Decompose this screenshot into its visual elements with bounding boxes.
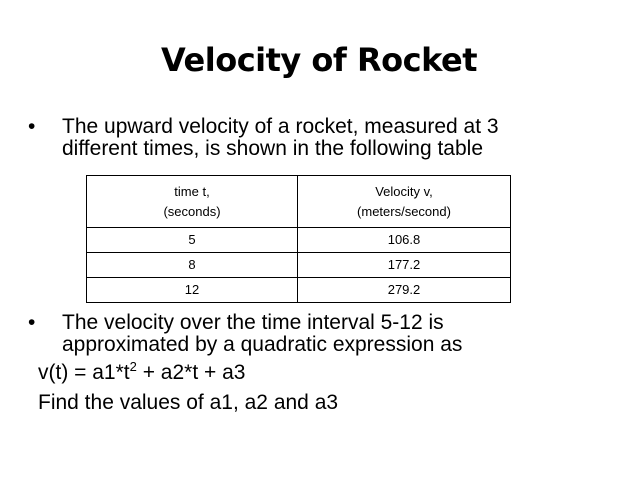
- velocity-table: [86, 175, 511, 303]
- table-header-row: [87, 176, 511, 228]
- header-time: [87, 176, 298, 228]
- bullet-1-line-2: different times, is shown in the following table: [62, 137, 484, 160]
- cell-velocity: 279.2: [298, 278, 511, 303]
- cell-velocity: 177.2: [298, 253, 511, 278]
- cell-time: 8: [87, 253, 298, 278]
- header-time-line-2: (seconds): [163, 203, 221, 219]
- slide-title: Velocity of Rocket: [161, 41, 477, 79]
- quadratic-equation: [38, 360, 245, 386]
- header-velocity: [298, 176, 511, 228]
- bullet-2-marker: •: [28, 311, 36, 334]
- equation-right: + a2*t + a3: [136, 361, 246, 384]
- cell-time: 12: [87, 278, 298, 303]
- bullet-1: [28, 116, 618, 160]
- header-velocity-line-1: Velocity v,: [375, 183, 433, 199]
- cell-time: 5: [87, 228, 298, 253]
- bullet-1-marker: •: [28, 115, 36, 138]
- question-text: Find the values of a1, a2 and a3: [38, 391, 339, 414]
- bullet-1-line-1: The upward velocity of a rocket, measured at 3: [62, 115, 499, 138]
- table-row: [87, 278, 511, 303]
- bullet-2-line-1: The velocity over the time interval 5-12 is: [62, 311, 444, 334]
- table-row: [87, 228, 511, 253]
- bullet-2: [28, 312, 618, 356]
- equation-left: v(t) = a1*t: [38, 361, 130, 384]
- table-row: [87, 253, 511, 278]
- cell-velocity: 106.8: [298, 228, 511, 253]
- equation-exponent: 2: [129, 359, 137, 374]
- header-velocity-line-2: (meters/second): [357, 203, 451, 219]
- bullet-2-line-2: approximated by a quadratic expression as: [62, 333, 463, 356]
- header-time-line-1: time t,: [174, 183, 210, 199]
